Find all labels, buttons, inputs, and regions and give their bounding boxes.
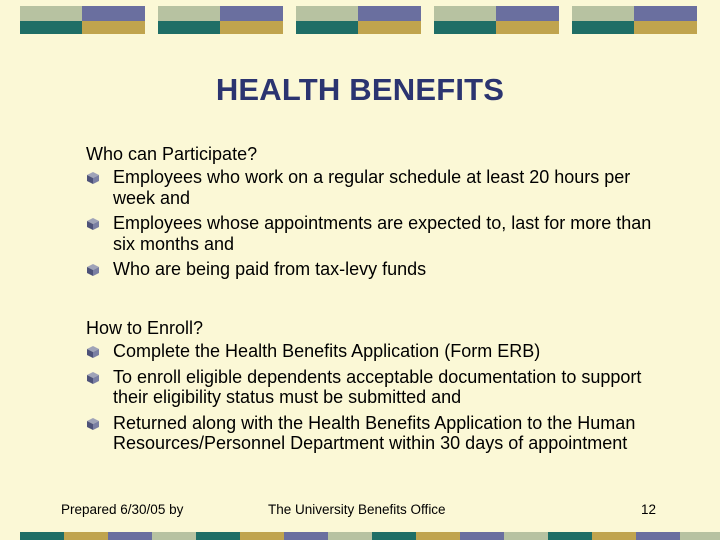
list-item-text: To enroll eligible dependents acceptable documentation to support their eligibility status must be submitted and	[113, 366, 642, 407]
band-block	[572, 6, 634, 21]
band-block	[152, 532, 196, 540]
list-item	[86, 259, 666, 280]
band-block	[434, 21, 496, 34]
list-item-text: Employees who work on a regular schedule at least 20 hours per week and	[113, 167, 631, 208]
list-item	[86, 413, 666, 454]
band-block	[20, 21, 82, 34]
band-block	[372, 532, 416, 540]
list-item-text: Returned along with the Health Benefits Application to the Human Resources/Personnel Department within 30 days of appointment	[113, 412, 636, 453]
band-block	[284, 532, 328, 540]
enrollment-bullet-list	[86, 341, 666, 454]
band-block	[82, 6, 145, 21]
cube-bullet-icon	[86, 217, 100, 231]
cube-bullet-icon	[86, 345, 100, 359]
band-block	[296, 6, 358, 21]
band-block	[358, 6, 421, 21]
band-block	[504, 532, 548, 540]
footer-office: The University Benefits Office	[268, 502, 446, 517]
band-block	[220, 21, 283, 34]
band-block	[328, 532, 372, 540]
list-item	[86, 341, 666, 362]
band-block	[434, 6, 496, 21]
bottom-decorative-band	[0, 532, 720, 540]
band-block	[158, 21, 220, 34]
band-block	[416, 532, 460, 540]
participation-bullet-list	[86, 167, 666, 280]
band-block	[460, 532, 504, 540]
list-item	[86, 213, 666, 254]
band-block	[64, 532, 108, 540]
footer-prepared-by: Prepared 6/30/05 by	[61, 502, 184, 517]
band-block	[240, 532, 284, 540]
band-block	[196, 532, 240, 540]
enrollment-section	[86, 317, 666, 459]
cube-bullet-icon	[86, 263, 100, 277]
band-block	[496, 6, 559, 21]
section-heading: Who can Participate?	[86, 144, 258, 164]
cube-bullet-icon	[86, 371, 100, 385]
list-item	[86, 167, 666, 208]
band-block	[548, 532, 592, 540]
band-block	[496, 21, 559, 34]
participation-section	[86, 143, 666, 285]
cube-bullet-icon	[86, 417, 100, 431]
band-block	[296, 21, 358, 34]
band-block	[20, 532, 64, 540]
band-block	[636, 532, 680, 540]
top-decorative-band	[0, 6, 720, 34]
section-heading: How to Enroll?	[86, 318, 204, 338]
band-block	[220, 6, 283, 21]
list-item	[86, 367, 666, 408]
band-block	[572, 21, 634, 34]
slide-title: HEALTH BENEFITS	[215, 72, 505, 107]
band-block	[20, 6, 82, 21]
list-item-text: Employees whose appointments are expected to, last for more than six months and	[113, 213, 652, 254]
list-item-text: Complete the Health Benefits Application (Form ERB)	[113, 341, 541, 361]
page-number: 12	[641, 502, 657, 517]
band-block	[592, 532, 636, 540]
band-block	[634, 6, 697, 21]
band-block	[82, 21, 145, 34]
list-item-text: Who are being paid from tax-levy funds	[113, 259, 427, 279]
band-block	[158, 6, 220, 21]
band-block	[634, 21, 697, 34]
cube-bullet-icon	[86, 171, 100, 185]
band-block	[358, 21, 421, 34]
band-block	[108, 532, 152, 540]
band-block	[680, 532, 720, 540]
